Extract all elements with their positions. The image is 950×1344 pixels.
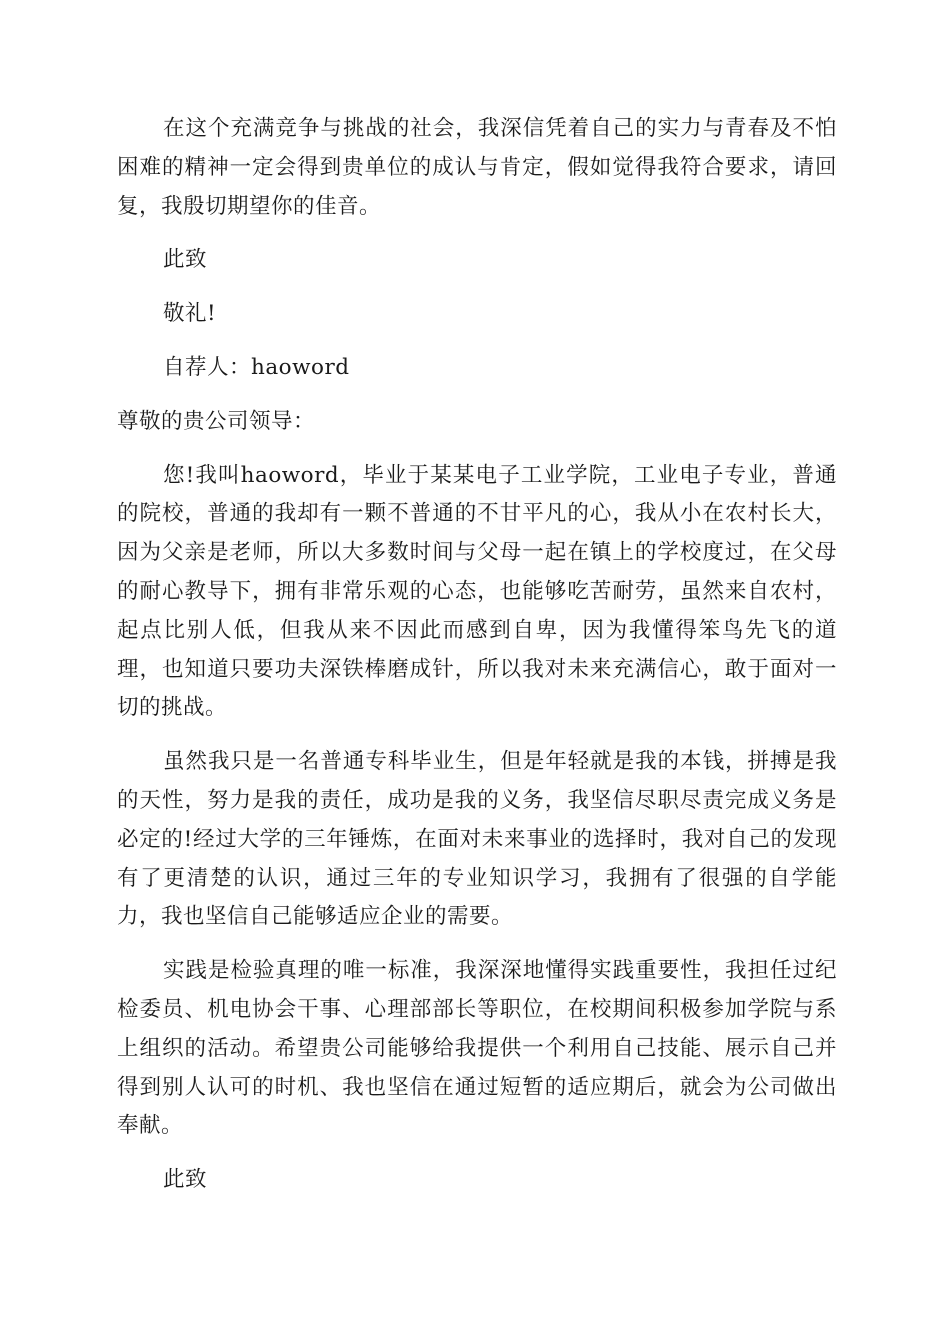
education-paragraph: 虽然我只是一名普通专科毕业生，但是年轻就是我的本钱，拼搏是我的天性，努力是我的责任，成功是我的义务，我坚信尽职尽责完成义务是必定的!经过大学的三年锤炼，在面对未来事业的选择时，我对自己的发现有了更清楚的认识，通过三年的专业知识学习，我拥有了很强的自学能力，我也坚信自己能够适应企业的需要。 <box>117 749 837 930</box>
letter-greeting: 尊敬的贵公司领导： <box>117 408 316 434</box>
closing-paragraph: 在这个充满竞争与挑战的社会，我深信凭着自己的实力与青春及不怕困难的精神一定会得到贵单位的成认与肯定，假如觉得我符合要求，请回复，我殷切期望你的佳音。 <box>117 116 837 219</box>
salutation-jingli: 敬礼! <box>163 301 217 327</box>
salutation-cizhi: 此致 <box>163 247 208 273</box>
intro-paragraph: 您!我叫haoword，毕业于某某电子工业学院，工业电子专业，普通的院校，普通的我却有一颗不普通的不甘平凡的心，我从小在农村长大，因为父亲是老师，所以大多数时间与父母一起在镇上的学校度过，在父母的耐心教导下，拥有非常乐观的心态，也能够吃苦耐劳，虽然来自农村，起点比别人低，但我从来不因此而感到自卑，因为我懂得笨鸟先飞的道理，也知道只要功夫深铁棒磨成针，所以我对未来充满信心，敢于面对一切的挑战。 <box>117 462 837 721</box>
signature-line: 自荐人：haoword <box>163 354 350 380</box>
document-body <box>117 110 837 1215</box>
salutation-cizhi-2: 此致 <box>163 1167 208 1193</box>
experience-paragraph: 实践是检验真理的唯一标准，我深深地懂得实践重要性，我担任过纪检委员、机电协会干事、心理部部长等职位，在校期间积极参加学院与系上组织的活动。希望贵公司能够给我提供一个利用自己技能、展示自己并得到别人认可的时机、我也坚信在通过短暂的适应期后，就会为公司做出奉献。 <box>117 958 837 1139</box>
